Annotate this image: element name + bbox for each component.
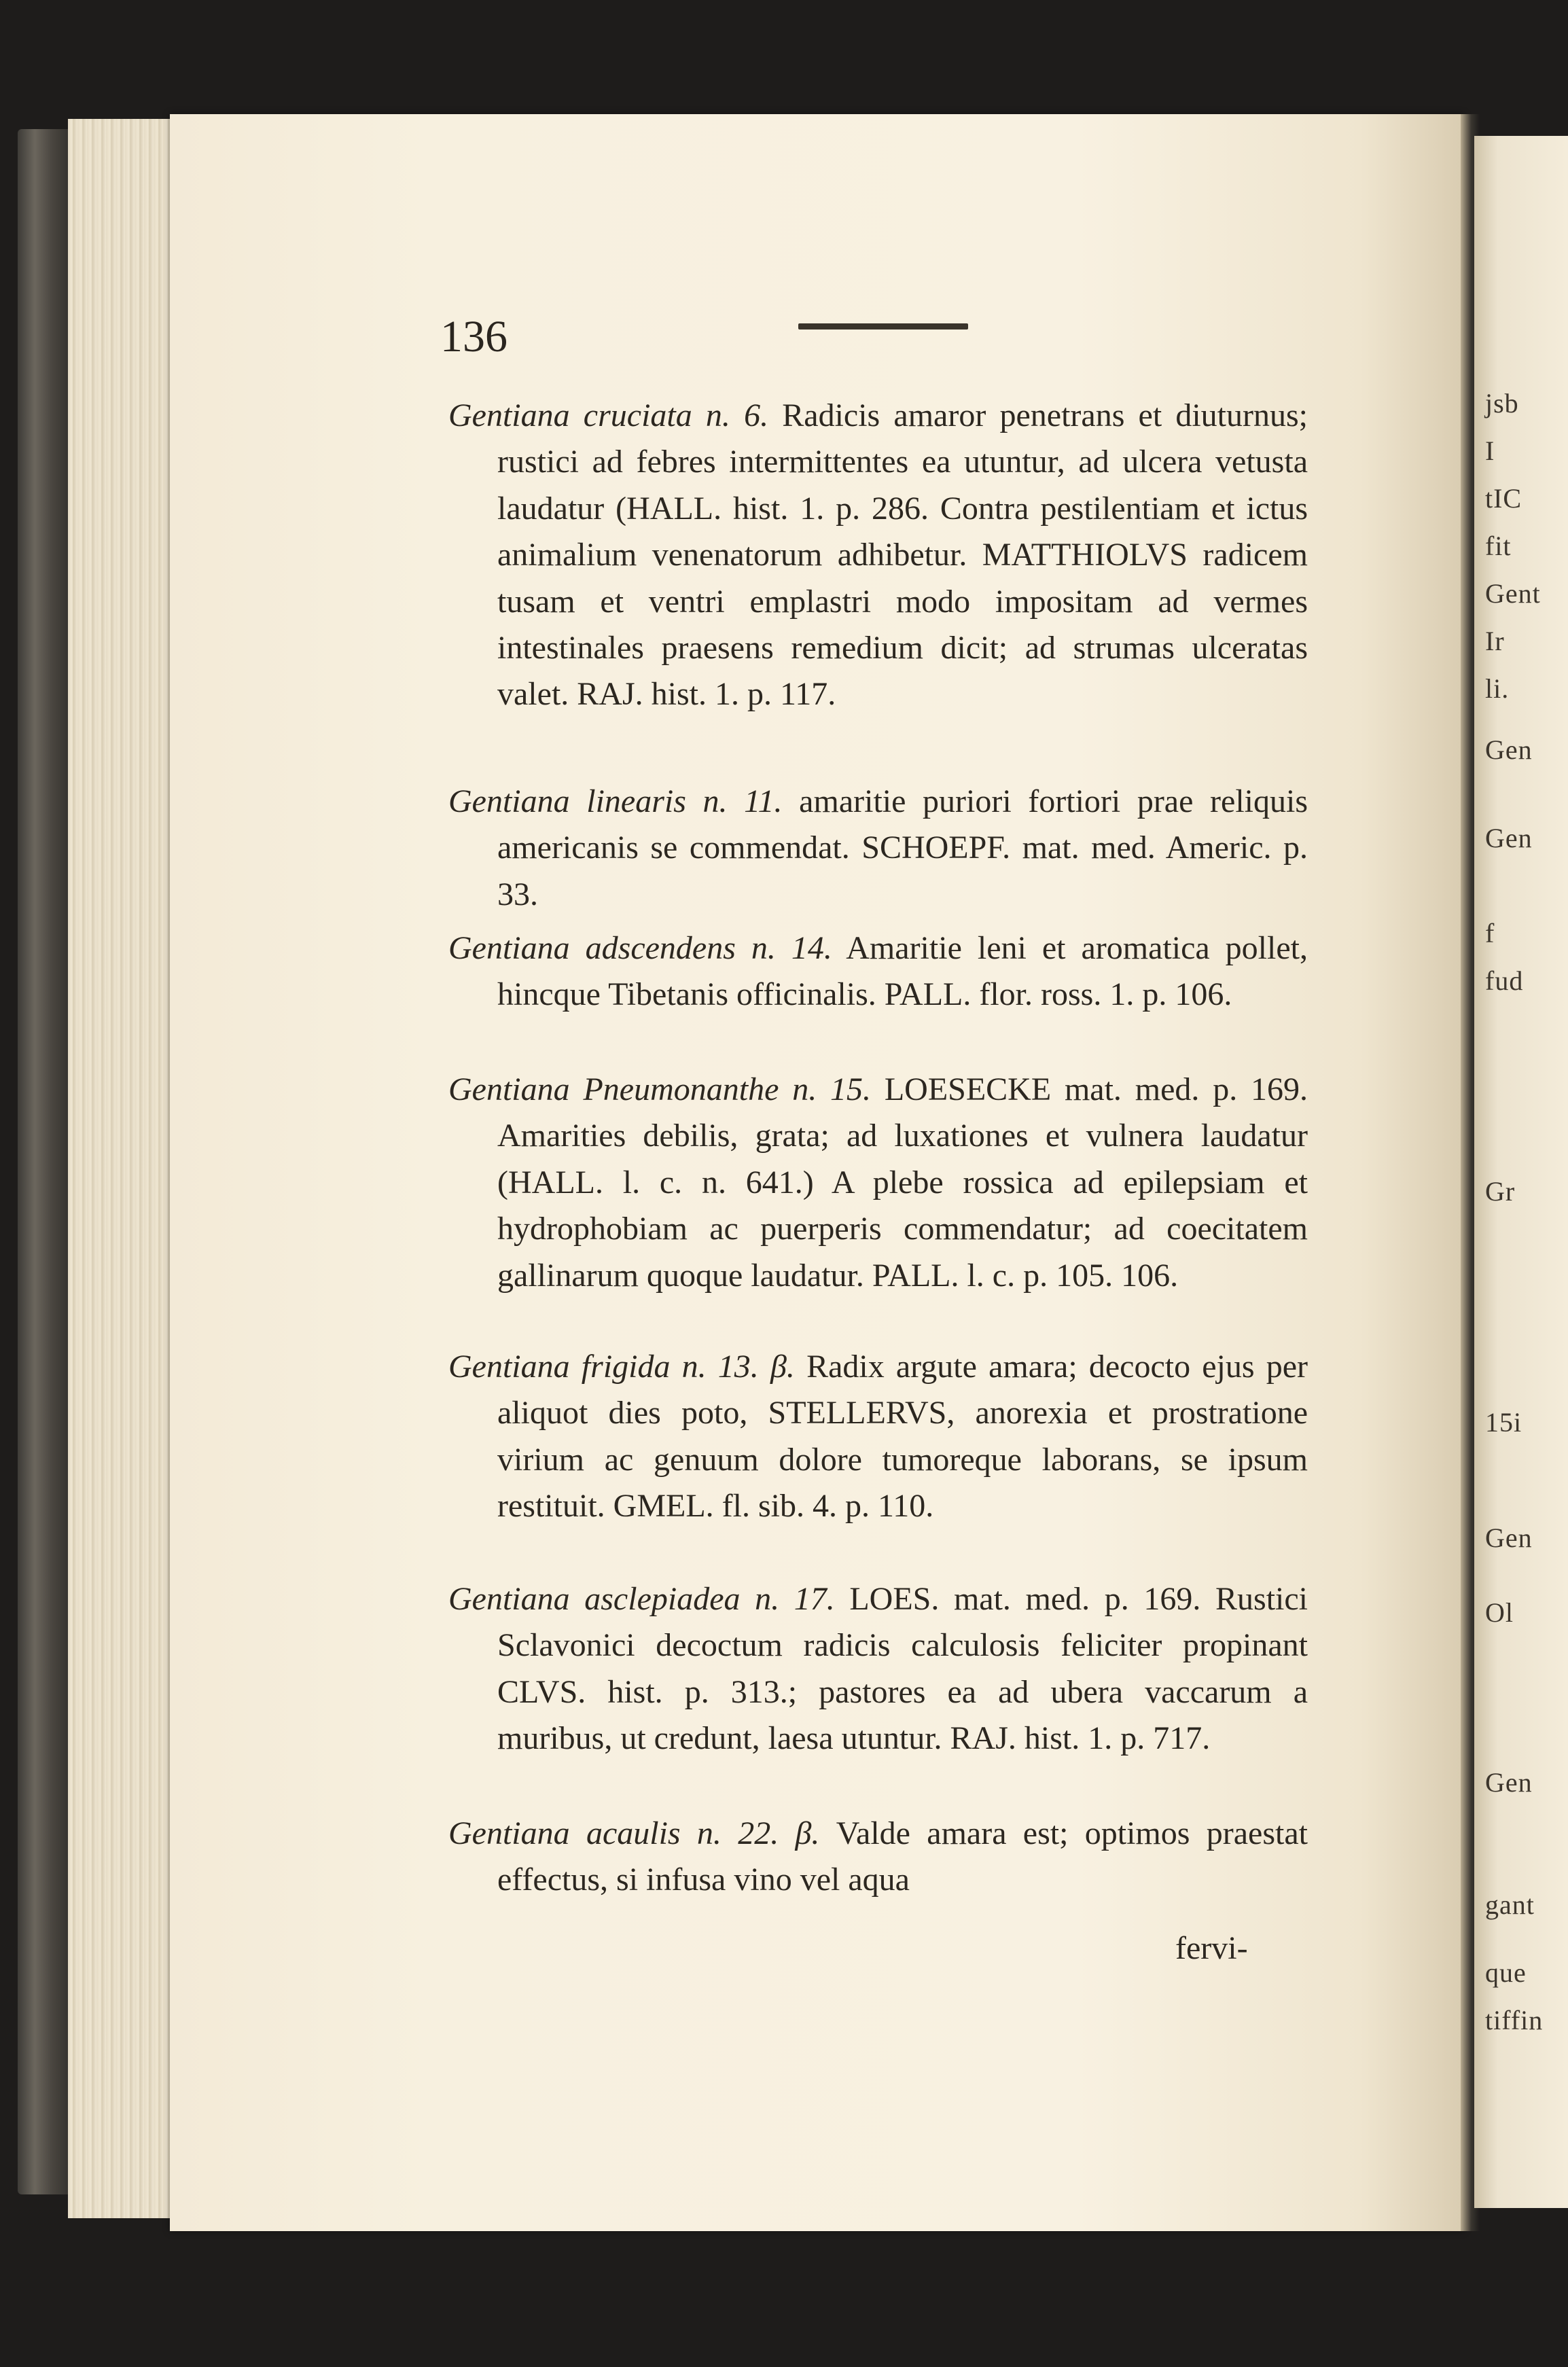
entry-name: Gentiana frigida n. 13. β. bbox=[448, 1349, 795, 1385]
entry-gentiana-frigida bbox=[448, 1344, 1308, 1575]
next-page-fragment: Gen bbox=[1485, 1767, 1533, 1798]
entry-text: amaritie puriori fortiori prae reliquis americanis se commendat. SCHOEPF. mat. med. Americ. p. 33. bbox=[497, 783, 1308, 912]
next-page-fragment: li. bbox=[1485, 673, 1510, 704]
entry-gentiana-adscendens bbox=[448, 925, 1308, 1061]
next-page-fragment: jsb bbox=[1485, 388, 1519, 419]
entry-text: LOESECKE mat. med. p. 169. Amarities debilis, grata; ad luxationes et vulnera laudatur (HALL. l. c. n. 641.) A plebe rossica ad epilepsiam et hydrophobiam ac puerperis commendatur; ad coecitatem gallinarum quoque laudatur. PALL. l. c. p. 105. 106. bbox=[497, 1071, 1308, 1294]
page-edges bbox=[68, 119, 183, 2218]
entry-name: Gentiana Pneumonanthe n. 15. bbox=[448, 1071, 872, 1107]
next-page-fragment: Ir bbox=[1485, 626, 1505, 656]
entry-gentiana-linearis bbox=[448, 779, 1308, 914]
next-page-fragment: Gen bbox=[1485, 734, 1533, 765]
next-page-fragment: 15i bbox=[1485, 1407, 1522, 1438]
entry-gentiana-cruciata bbox=[448, 393, 1308, 773]
entry-name: Gentiana linearis n. 11. bbox=[448, 783, 783, 819]
entry-text: Radix argute amara; decocto ejus per aliquot dies poto, STELLERVS, anorexia et prostratione virium ac genuum dolore tumoreque laborans, se ipsum restituit. GMEL. fl. sib. 4. p. 110. bbox=[497, 1349, 1308, 1525]
next-page-fragment: Gen bbox=[1485, 823, 1533, 853]
entry-name: Gentiana acaulis n. 22. β. bbox=[448, 1815, 820, 1851]
next-page-fragment: f bbox=[1485, 918, 1495, 948]
next-page-fragment: tIC bbox=[1485, 483, 1522, 514]
entry-text: Valde amara est; optimos praestat effectus, si infusa vino vel aqua bbox=[497, 1815, 1308, 1898]
header-rule bbox=[798, 323, 968, 330]
entry-gentiana-asclepiadea bbox=[448, 1576, 1308, 1807]
entry-text: Radicis amaror penetrans et diuturnus; rustici ad febres intermittentes ea utuntur, ad ulcera vetusta laudatur (HALL. hist. 1. p. 286. Contra pestilentiam et ictus animalium venenatorum adhibetur. MATTHIOLVS radicem tusam et ventri emplastri modo impositam ad vermes intestinales praesens remedium dicit; ad strumas ulceratas valet. RAJ. hist. 1. p. 117. bbox=[497, 397, 1308, 713]
page-number: 136 bbox=[440, 312, 507, 361]
next-page-fragment: que bbox=[1485, 1957, 1527, 1988]
next-page-fragment: Gen bbox=[1485, 1523, 1533, 1553]
next-page-fragment: fud bbox=[1485, 965, 1524, 996]
next-page-fragment: fit bbox=[1485, 531, 1512, 561]
entry-gentiana-acaulis bbox=[448, 1811, 1308, 1906]
next-page-fragment: Ol bbox=[1485, 1597, 1514, 1628]
next-page-fragment: I bbox=[1485, 435, 1495, 466]
next-page-fragment: gant bbox=[1485, 1889, 1535, 1920]
entry-name: Gentiana asclepiadea n. 17. bbox=[448, 1581, 835, 1617]
next-page-fragment: Gent bbox=[1485, 578, 1541, 609]
entry-gentiana-pneumonanthe bbox=[448, 1067, 1308, 1338]
entry-text: LOES. mat. med. p. 169. Rustici Sclavonici decoctum radicis calculosis feliciter propinant CLVS. hist. p. 313.; pastores ea ad ubera vaccarum a muribus, ut credunt, laesa utuntur. RAJ. hist. 1. p. 717. bbox=[497, 1581, 1308, 1757]
book-cover-left bbox=[18, 129, 75, 2194]
entry-name: Gentiana adscendens n. 14. bbox=[448, 930, 832, 966]
entry-name: Gentiana cruciata n. 6. bbox=[448, 397, 769, 433]
next-page-fragment: Gr bbox=[1485, 1176, 1516, 1207]
next-page-strip bbox=[1474, 136, 1568, 2208]
catchword: fervi- bbox=[1175, 1930, 1248, 1966]
next-page-fragment: tiffin bbox=[1485, 2005, 1544, 2035]
entry-text: Amaritie leni et aromatica pollet, hincque Tibetanis officinalis. PALL. flor. ross. 1. p. 106. bbox=[497, 930, 1308, 1013]
